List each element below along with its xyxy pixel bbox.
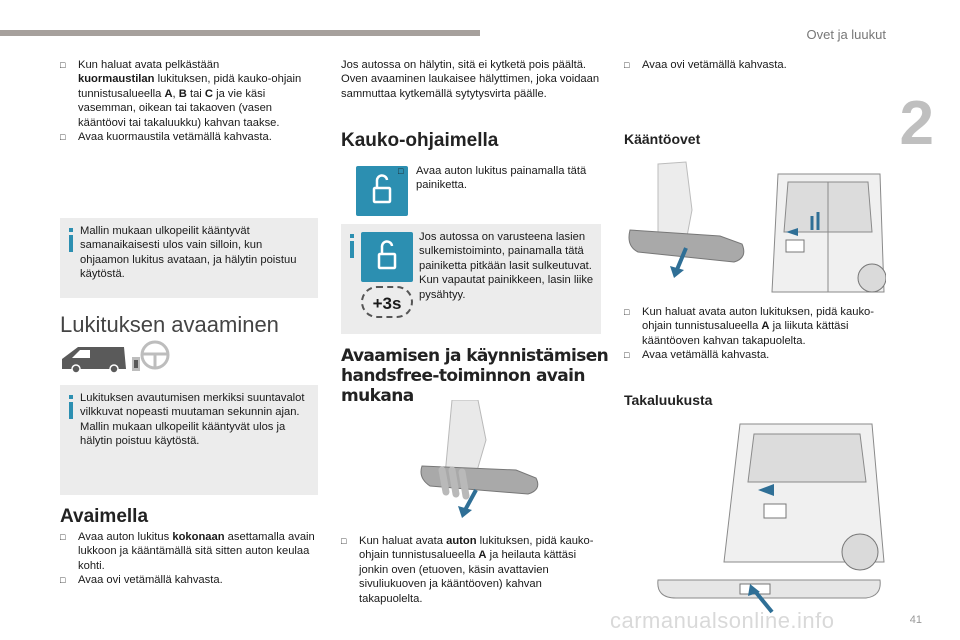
list-item: □ Kun haluat avata auton lukituksen, pidä kauko-ohjain tunnistusalueella A ja heilauta kättäsi jonkin oven (etuoven, käsin avattavien sivuliukuoven ja kääntöoven) kahvan takapuolelta. (341, 535, 594, 605)
col1-intro (60, 58, 320, 144)
info-icon (66, 228, 76, 254)
section-heading: Avaimella (60, 506, 149, 527)
col3-swing-text (624, 305, 884, 363)
info-icon (347, 234, 357, 260)
list-item: □ Avaa vetämällä kahvasta. (624, 349, 770, 362)
page-number: 41 (909, 614, 922, 626)
list-item: □ Avaa auton lukitus kokonaan asettamalla avain lukkoon ja kääntämällä sitä sitten auton keulaa kohti. (60, 531, 315, 572)
header-bar (0, 30, 480, 36)
bullet-icon: □ (624, 60, 630, 70)
list-item: □ Avaa auton lukitus painamalla tätä painiketta. (398, 165, 587, 192)
chapter-number: 2 (899, 89, 934, 158)
bullet-icon: □ (624, 350, 630, 361)
hand-icon (416, 400, 548, 524)
list-item: □ Kun haluat avata auton lukituksen, pidä kauko-ohjain tunnistusalueella A ja liikuta kättäsi kääntöoven kahvan takapuolelta. (624, 306, 874, 347)
press-duration-badge: +3s (361, 286, 413, 318)
bullet-icon: □ (60, 532, 66, 542)
section-title: Ovet ja luukut (806, 27, 886, 42)
watermark: carmanualsonline.info (610, 608, 835, 633)
bullet-icon: □ (60, 60, 66, 70)
section-heading: Takaluukusta (624, 392, 713, 408)
bullet-icon: □ (624, 307, 630, 317)
info-box: +3s Jos autossa on varusteena lasien sulkemistoiminto, painamalla tätä painiketta pitkään lasit sulkeutuvat. Kun vapautat painikkeen, lasin liike pysähtyy. (341, 224, 601, 334)
col1-key-text (60, 530, 320, 588)
list-item: □ Avaa kuormaustila vetämällä kahvasta. (60, 131, 272, 144)
steering-wheel-icon (140, 340, 170, 370)
bullet-icon: □ (341, 536, 347, 546)
list-item: □ Avaa ovi vetämällä kahvasta. (624, 59, 787, 71)
info-icon (66, 395, 76, 421)
info-box: Lukituksen avautumisen merkiksi suuntavalot vilkkuvat nopeasti muutaman sekunnin ajan. Mallin mukaan ulkopeilit kääntyvät ulos ja hälytin poistuu käytöstä. (60, 385, 318, 495)
section-heading: Kauko-ohjaimella (341, 130, 499, 151)
bullet-icon: □ (398, 166, 404, 176)
section-heading: Avaamisen ja käynnistämisen handsfree-toiminnon avain mukana (341, 346, 609, 406)
info-box: Mallin mukaan ulkopeilit kääntyvät samanaikaisesti ulos vain silloin, kun ohjaamon lukitus avataan, ja hälytin poistuu käytöstä. (60, 218, 318, 298)
van-icon (768, 166, 886, 300)
list-item: □ Avaa ovi vetämällä kahvasta. (60, 574, 223, 587)
unlock-button-icon (361, 232, 413, 282)
section-heading: Lukituksen avaaminen (60, 312, 279, 337)
list-item: □ Kun haluat avata pelkästään kuormaustilan lukituksen, pidä kauko-ohjain tunnistusalueella A, B tai C ja vie käsi vasemman, oikean tai takaoven (vasen kääntöovi tai takaluukku) kahvan taakse. (60, 59, 302, 129)
col2-intro: Jos autossa on hälytin, sitä ei kytketä pois päältä. Oven avaaminen laukaisee hälyttimen, joka voidaan sammuttaa kytkemällä sytytysvirta päälle. (341, 59, 600, 100)
van-icon (654, 420, 886, 616)
hand-icon (624, 160, 750, 286)
bullet-icon: □ (60, 575, 66, 586)
bullet-icon: □ (60, 132, 66, 143)
section-heading: Kääntöovet (624, 131, 701, 147)
